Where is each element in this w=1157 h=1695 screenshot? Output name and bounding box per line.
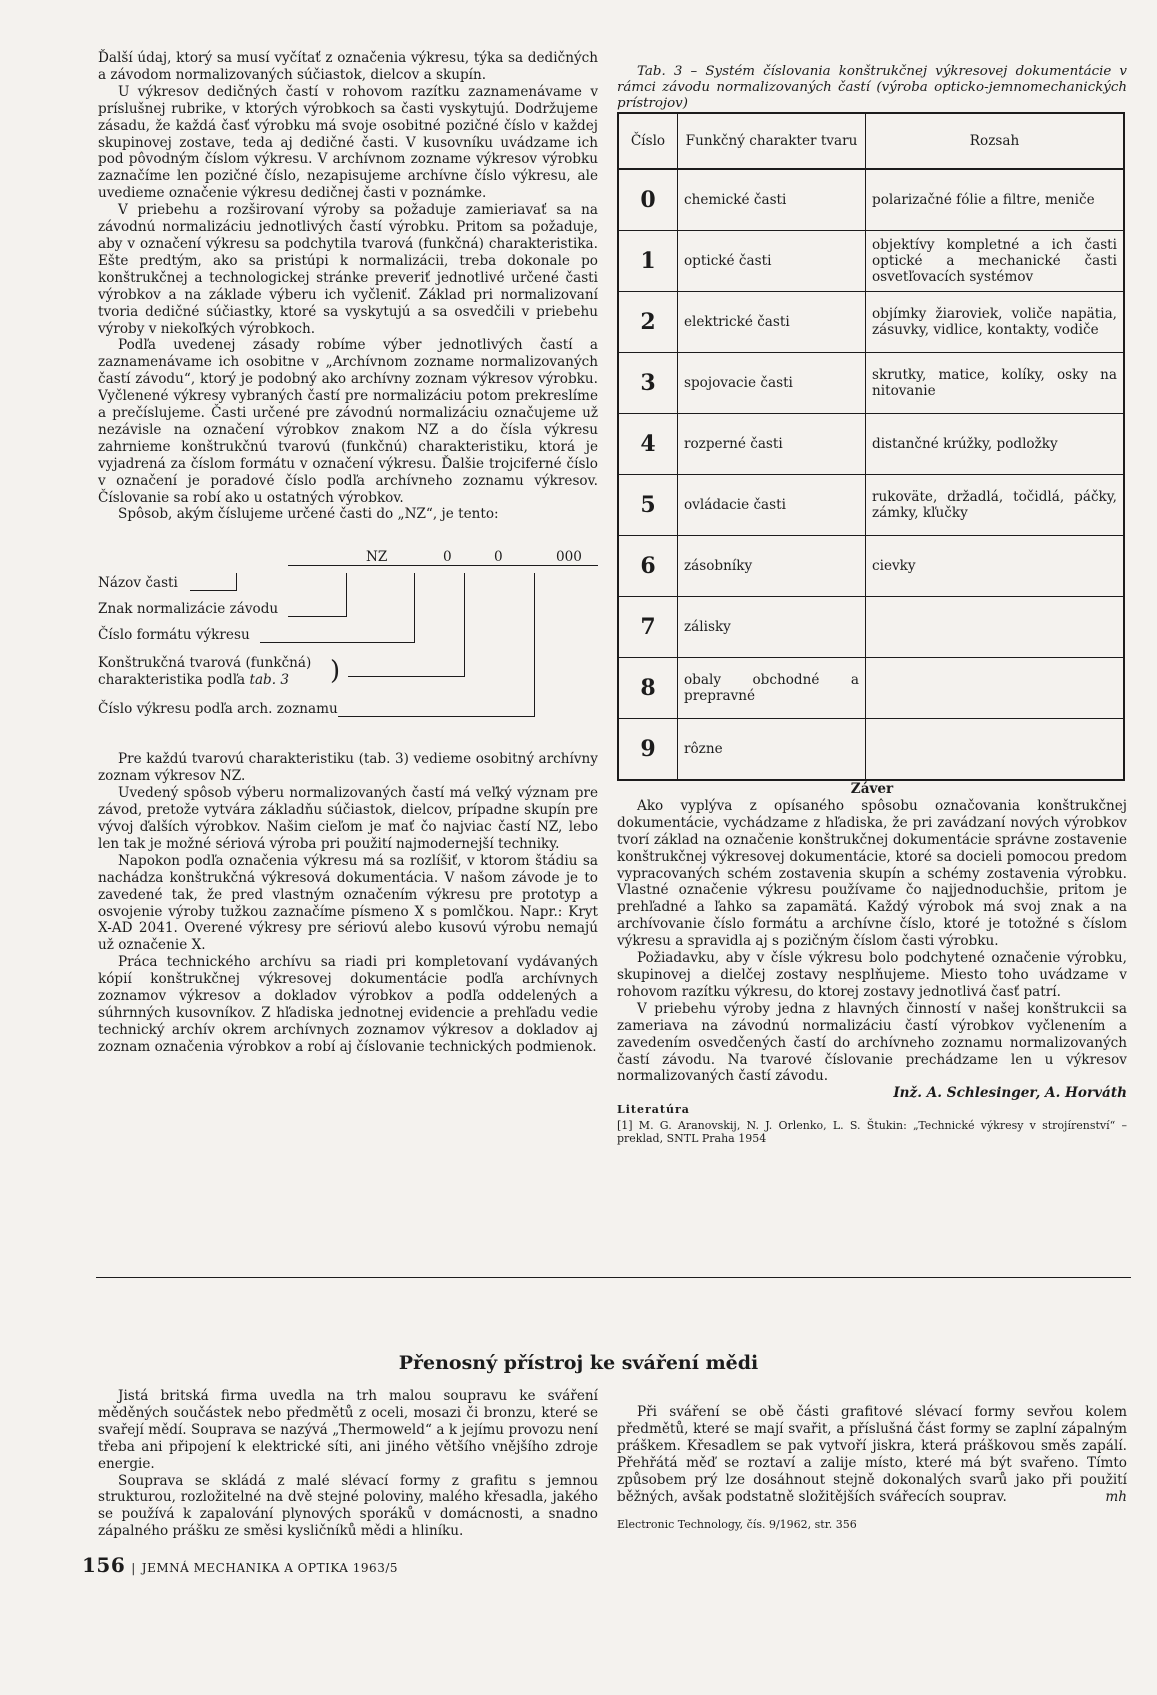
row-function: zásobníky xyxy=(678,536,866,597)
table-row xyxy=(618,231,1124,292)
row-function: optické časti xyxy=(678,231,866,292)
table-header-row xyxy=(618,113,1124,169)
paragraph: V priebehu a rozširovaní výroby sa požaduje zamieriavať sa na závodnú normalizáciu jednotlivých častí výrobku. Pritom sa požaduje, aby v označení výkresu sa podchytila tvarová (funkčná) charakteristika. Ešte predtým, ako sa pristúpi k normalizácii, treba dokonale po konštrukčnej a technologickej stránke preveriť jednotlivé určené časti výrobkov a na základe výberu ich vyčleniť. Základ pri normalizovaní tvoria dedičné súčiastky, ktoré sa vyskytujú a sa osvedčili v priebehu výroby v niekoľkých výrobkoch. xyxy=(98,202,598,337)
paragraph: U výkresov dedičných častí v rohovom razítku zaznamenávame v príslušnej rubrike, v ktorých výrobkoch sa časti vyskytujú. Dodržujeme zásadu, že každá časť výrobku má svoje osobitné pozičné číslo v každej skupinovej zostave, teda aj dedičné časti. V kusovníku uvádzame ich pod pôvodným číslom výkresu. V archívnom zozname výkresov výrobku zaznačíme len pozičné číslo, nezapisujeme archívne číslo výkresu, ale uvedieme označenie výkresu dedičnej časti v poznámke. xyxy=(98,83,598,202)
code-part-char: 0 xyxy=(494,549,503,566)
row-number: 5 xyxy=(618,475,678,536)
row-function: obaly obchodné a prepravné xyxy=(678,658,866,719)
header-rozsah: Rozsah xyxy=(866,113,1125,169)
literature-item: [1] M. G. Aranovskij, N. J. Orlenko, L. S. Štukin: „Technické výkresy v strojírenství“ – preklad, SNTL Praha 1954 xyxy=(617,1119,1127,1146)
header-funkcny: Funkčný charakter tvaru xyxy=(678,113,866,169)
paragraph: Pre každú tvarovú charakteristiku (tab. 3) vedieme osobitný archívny zoznam výkresov NZ. xyxy=(98,751,598,785)
paragraph: Podľa uvedenej zásady robíme výber jednotlivých častí a zaznamenávame ich osobitne v „Archívnom zozname normalizovaných častí závodu“, ktorý je podobný ako archívny zoznam výkresov výrobku. Vyčlenené výkresy vybraných častí pre normalizáciu potom prekreslíme a prečíslujeme. Časti určené pre závodnú normalizáciu označujeme už nezávisle na označení výrobkov znakom NZ a do čísla výkresu zahrnieme konštrukčnú tvarovú (funkčnú) charakteristiku, ktorá je vyjadrená za číslom formátu v označení výkresu. Ďalšie trojciferné číslo v označení je poradové číslo podľa archívneho zoznamu výkresov. Číslovanie sa robí ako u ostatných výrobkov. xyxy=(98,337,598,506)
table-row xyxy=(618,719,1124,781)
row-scope xyxy=(866,597,1125,658)
connector xyxy=(288,616,346,617)
row-scope xyxy=(866,658,1125,719)
row-scope: objímky žiaroviek, voliče napätia, zásuvky, vidlice, kontakty, vodiče xyxy=(866,292,1125,353)
paragraph: Uvedený spôsob výberu normalizovaných častí má veľký význam pre závod, pretože vytvára základňu súčiastok, dielcov, prípadne skupín pre vývoj ďalších výrobkov. Našim cieľom je mať čo najviac častí NZ, lebo len tak je možné sériová výroba pri použití najmodernejší techniky. xyxy=(98,785,598,852)
row-scope xyxy=(866,719,1125,781)
label-shape-char-cont: charakteristika podľa tab. 3 xyxy=(98,672,290,689)
paragraph: Napokon podľa označenia výkresu má sa rozlíšiť, v ktorom štádiu sa nachádza konštrukčná výkresová dokumentácia. V našom závode je to zavedené tak, že pred vlastným označením výkresu pre prototyp a osvojenie výroby tužkou zaznačíme písmeno X s pomlčkou. Napr.: Kryt X-AD 2041. Overené výkresy pre sériovú alebo kusovú výrobu nemajú už označenie X. xyxy=(98,852,598,954)
table-row xyxy=(618,353,1124,414)
table-caption: Tab. 3 – Systém číslovania konštrukčnej výkresovej dokumentácie v rámci závodu normalizovaných častí (výroba opticko-jemnomechanických prístrojov) xyxy=(617,64,1127,111)
paragraph: Při sváření se obě části grafitové slévací formy sevřou kolem předmětů, které se mají svařit, a příslušná část formy se zaplní zápalným práškem. Křesadlem se pak vytvoří jiskra, která práškovou směs zapálí. Přehřátá měď se roztaví a zalije místo, které má být svařeno. Tímto způsobem prý lze dosáhnout stejně dokonalých svarů jako při použití běžných, avšak podstatně složitějších svářecích souprav. mh xyxy=(617,1404,1127,1505)
row-function: elektrické časti xyxy=(678,292,866,353)
row-scope: distančné krúžky, podložky xyxy=(866,414,1125,475)
connector xyxy=(338,716,534,717)
paragraph: V priebehu výroby jedna z hlavných činností v našej konštrukcii sa zameriava na závodnú normalizáciu častí výrobkov vyčlenením a zavedením osvedčených častí do archívneho zoznamu normalizovaných častí závodu. Na tvarové číslovanie prechádzame len u výkresov normalizovaných častí závodu. xyxy=(617,1000,1127,1085)
paragraph: Ďalší údaj, ktorý sa musí vyčítať z označenia výkresu, týka sa dedičných a závodom normalizovaných súčiastok, dielcov a skupín. xyxy=(98,50,598,83)
row-function: spojovacie časti xyxy=(678,353,866,414)
table-row xyxy=(618,597,1124,658)
row-scope: polarizačné fólie a filtre, meniče xyxy=(866,169,1125,231)
row-number: 3 xyxy=(618,353,678,414)
right-column xyxy=(617,64,1127,1145)
left-column xyxy=(98,50,598,1056)
connector xyxy=(414,573,415,643)
row-function: rôzne xyxy=(678,719,866,781)
numbering-table xyxy=(617,112,1125,781)
header-cislo: Číslo xyxy=(618,113,678,169)
label-drawing-number: Číslo výkresu podľa arch. zoznamu xyxy=(98,701,338,718)
table-row xyxy=(618,658,1124,719)
table-row xyxy=(618,414,1124,475)
row-number: 6 xyxy=(618,536,678,597)
paragraph: Spôsob, akým číslujeme určené časti do „NZ“, je tento: xyxy=(118,506,499,523)
paragraph: Požiadavku, aby v čísle výkresu bolo podchytené označenie výrobku, skupinovej a dielčej zostavy nesplňujeme. Miesto toho uvádzame v rohovom razítku výkresu, do ktorej zostavy jednotlivá časť patrí. xyxy=(617,950,1127,1000)
paragraph: Souprava se skládá z malé slévací formy z grafitu s jemnou strukturou, rozložitelné na dvě stejné poloviny, malého křesadla, jakého se používá k zapalování plynových sporáků v domácnosti, a snadno zápalného prášku ze směsi kysličníků mědi a hliníku. xyxy=(98,1472,598,1540)
row-function: zálisky xyxy=(678,597,866,658)
row-function: chemické časti xyxy=(678,169,866,231)
row-function: ovládacie časti xyxy=(678,475,866,536)
row-number: 0 xyxy=(618,169,678,231)
code-part-format: 0 xyxy=(443,549,452,566)
article2-left-column xyxy=(98,1388,598,1540)
connector xyxy=(534,573,535,717)
paragraph: Ako vyplýva z opísaného spôsobu označovania konštrukčnej dokumentácie, vychádzame z hľadiska, že pri zavádzaní nových výrobkov tvorí základ na označenie konštrukčnej dokumentácie správne zostavenie konštrukčnej výkresovej dokumentácie, ktoré sa docieli pomocou predom vypracovaných schém zostavenia skupín a schémy zostavenia výrobku. Vlastné označenie výkresu používame čo najjednoduchšie, pritom je prehľadné a ľahko sa zapamätá. Každý výrobok má svoj znak a na archívovanie číslo formátu a archívne číslo, ktoré je totožné s číslom výkresu a spravidla aj s pozičným číslom časti výrobku. xyxy=(617,797,1127,950)
section-divider xyxy=(96,1277,1131,1278)
connector xyxy=(236,573,237,591)
row-number: 2 xyxy=(618,292,678,353)
connector xyxy=(260,642,414,643)
table-row xyxy=(618,169,1124,231)
article-title: Přenosný přístroj ke sváření mědi xyxy=(398,1352,759,1374)
row-scope: rukoväte, držadlá, točidlá, páčky, zámky, kľučky xyxy=(866,475,1125,536)
row-scope: cievky xyxy=(866,536,1125,597)
paragraph: Práca technického archívu sa riadi pri kompletovaní vydávaných kópií konštrukčnej výkresovej dokumentácie podľa archívnych zoznamov výkresov a dokladov výrobkov a podľa oddelených a súhrnných kusovníkov. Z hľadiska jednotnej evidencie a prehľadu vedie technický archív okrem archívnych zoznamov výkresov a dokladov aj zoznam označenia výrobkov a robí aj číslovanie technických podmienok. xyxy=(98,954,598,1055)
nz-numbering-scheme xyxy=(98,549,598,741)
journal-name: JEMNÁ MECHANIKA A OPTIKA 1963/5 xyxy=(141,1561,399,1575)
connector xyxy=(464,573,465,677)
row-number: 1 xyxy=(618,231,678,292)
table-row xyxy=(618,292,1124,353)
row-scope: objektívy kompletné a ich časti optické a mechanické časti osvetľovacích systémov xyxy=(866,231,1125,292)
page-footer xyxy=(82,1553,398,1577)
code-part-number: 000 xyxy=(556,549,582,566)
page-number: 156 xyxy=(82,1553,126,1577)
footer-separator: | xyxy=(131,1561,136,1575)
row-number: 7 xyxy=(618,597,678,658)
author-signature: Inž. A. Schlesinger, A. Horváth xyxy=(893,1085,1127,1102)
row-scope: skrutky, matice, kolíky, osky na nitovanie xyxy=(866,353,1125,414)
row-number: 9 xyxy=(618,719,678,781)
label-format-number: Číslo formátu výkresu xyxy=(98,627,250,644)
connector xyxy=(190,590,236,591)
code-part-nz: NZ xyxy=(366,549,388,566)
label-part-name: Názov časti xyxy=(98,575,178,592)
article-author: mh xyxy=(1105,1488,1127,1505)
label-shape-char: Konštrukčná tvarová (funkčná) xyxy=(98,655,312,672)
connector xyxy=(346,573,347,617)
article-source: Electronic Technology, čís. 9/1962, str. 356 xyxy=(617,1518,857,1532)
table-row xyxy=(618,536,1124,597)
code-underline xyxy=(288,565,598,566)
brace: ) xyxy=(330,656,341,687)
connector xyxy=(348,676,464,677)
label-norm-mark: Znak normalizácie závodu xyxy=(98,601,279,618)
table-row xyxy=(618,475,1124,536)
paragraph: Jistá britská firma uvedla na trh malou soupravu ke sváření měděných součástek nebo předmětů z oceli, mosazi či bronzu, které se svařejí mědí. Souprava se nazývá „Thermoweld“ a k jejímu provozu není třeba ani připojení k elektrické síti, ani jiného většího vnějšího zdroje energie. xyxy=(98,1388,598,1472)
row-number: 4 xyxy=(618,414,678,475)
row-function: rozperné časti xyxy=(678,414,866,475)
conclusion-heading: Záver xyxy=(850,781,894,797)
row-number: 8 xyxy=(618,658,678,719)
article2-right-column xyxy=(617,1404,1127,1534)
literature-heading: Literatúra xyxy=(617,1103,690,1117)
